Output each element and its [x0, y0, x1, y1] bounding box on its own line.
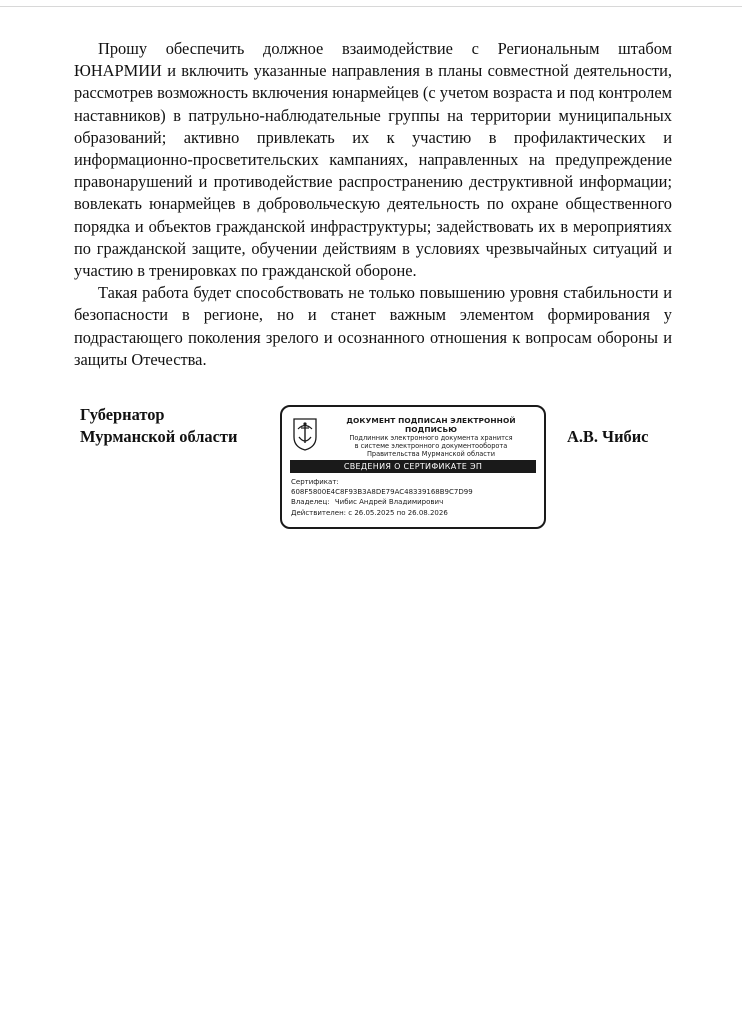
signatory-position-line-2: Мурманской области — [80, 427, 238, 446]
coat-of-arms-icon — [292, 417, 318, 451]
certificate-info-bar: СВЕДЕНИЯ О СЕРТИФИКАТЕ ЭП — [290, 460, 536, 473]
stamp-header — [322, 416, 540, 458]
owner-name: Чибис Андрей Владимирович — [334, 498, 444, 507]
certificate-label: Сертификат: — [291, 478, 339, 486]
electronic-signature-stamp — [280, 405, 546, 529]
signatory-name: А.В. Чибис — [567, 427, 649, 446]
letter-paragraph-2: Такая работа будет способствовать не только повышению уровня стабильности и безопасности в регионе, но и станет важным элементом формирования у подрастающего поколения зрелого и осознанного отношения к вопросам обороны и защиты Отечества. — [74, 283, 672, 369]
page-top-edge — [0, 0, 742, 7]
certificate-number: 608F5800E4C8F93B3A8DE79AC48339168B9C7D99 — [291, 488, 473, 497]
certificate-validity: Действителен: с 26.05.2025 по 26.08.2026 — [291, 508, 448, 517]
stamp-heading: ДОКУМЕНТ ПОДПИСАН ЭЛЕКТРОННОЙ ПОДПИСЬЮ — [346, 416, 516, 434]
stamp-storage-line-2: в системе электронного документооборота — [354, 442, 508, 450]
letter-body — [74, 38, 672, 371]
certificate-owner-row — [291, 497, 541, 507]
signatory-position — [80, 404, 237, 448]
stamp-storage-line-3: Правительства Мурманской области — [366, 450, 496, 458]
owner-label: Владелец: — [291, 498, 330, 507]
signatory-position-line-1: Губернатор — [80, 405, 165, 424]
certificate-details — [291, 477, 541, 518]
stamp-storage-line-1: Подлинник электронного документа хранится — [349, 434, 513, 442]
letter-paragraph-1: Прошу обеспечить должное взаимодействие с Региональным штабом ЮНАРМИИ и включить указанные направления в планы совместной деятельности, рассмотрев возможность включения юнармейцев (с учетом возраста и под контролем наставников) в патрульно-наблюдательные группы на территории муниципальных образований; активно привлекать их к участию в профилактических и информационно-просветительских кампаниях, направленных на предупреждение правонарушений и противодействие распространению деструктивной информации; вовлекать юнармейцев в добровольческую деятельность по охране общественного порядка и объектов гражданской инфраструктуры; задействовать их в мероприятиях по гражданской защите, обучении действиям в условиях чрезвычайных ситуаций и участию в тренировках по гражданской обороне. — [74, 39, 672, 281]
